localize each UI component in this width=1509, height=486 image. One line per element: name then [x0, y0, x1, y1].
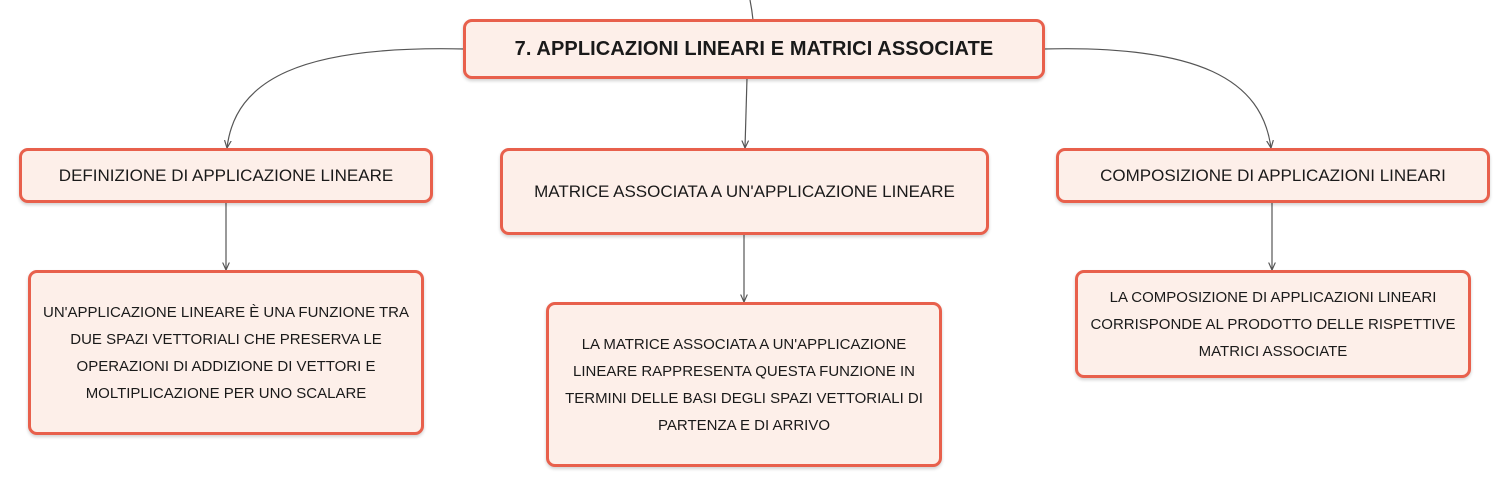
connector-root-to-matrice — [745, 78, 747, 148]
detail-matrice-associata[interactable] — [546, 302, 942, 467]
connector-root-to-definizione — [227, 49, 465, 148]
detail-composizione[interactable] — [1075, 270, 1471, 378]
topic-composizione[interactable] — [1056, 148, 1490, 203]
detail-definizione[interactable] — [28, 270, 424, 435]
root-topic-label: 7. APPLICAZIONI LINEARI E MATRICI ASSOCIATE — [514, 37, 994, 60]
detail-matrice-associata-text: LA MATRICE ASSOCIATA A UN'APPLICAZIONE LINEARE RAPPRESENTA QUESTA FUNZIONE IN TERMINI DELLE BASI DEGLI SPAZI VETTORIALI DI PARTENZA E DI ARRIVO — [565, 335, 923, 434]
topic-definizione-label: DEFINIZIONE DI APPLICAZIONE LINEARE — [58, 165, 394, 185]
detail-definizione-text: UN'APPLICAZIONE LINEARE È UNA FUNZIONE TRA DUE SPAZI VETTORIALI CHE PRESERVA LE OPERAZIONI DI ADDIZIONE DI VETTORI E MOLTIPLICAZIONE PER UNO SCALARE — [43, 303, 409, 402]
root-topic[interactable] — [463, 19, 1045, 79]
detail-composizione-text: LA COMPOSIZIONE DI APPLICAZIONI LINEARI CORRISPONDE AL PRODOTTO DELLE RISPETTIVE MATRICI ASSOCIATE — [1090, 288, 1456, 360]
connector-root-to-composizione — [1043, 49, 1271, 148]
incoming-connector — [750, 0, 753, 20]
topic-definizione[interactable] — [19, 148, 433, 203]
topic-composizione-label: COMPOSIZIONE DI APPLICAZIONI LINEARI — [1100, 165, 1446, 185]
topic-matrice-associata-label: MATRICE ASSOCIATA A UN'APPLICAZIONE LINEARE — [534, 181, 955, 201]
topic-matrice-associata[interactable] — [500, 148, 989, 235]
